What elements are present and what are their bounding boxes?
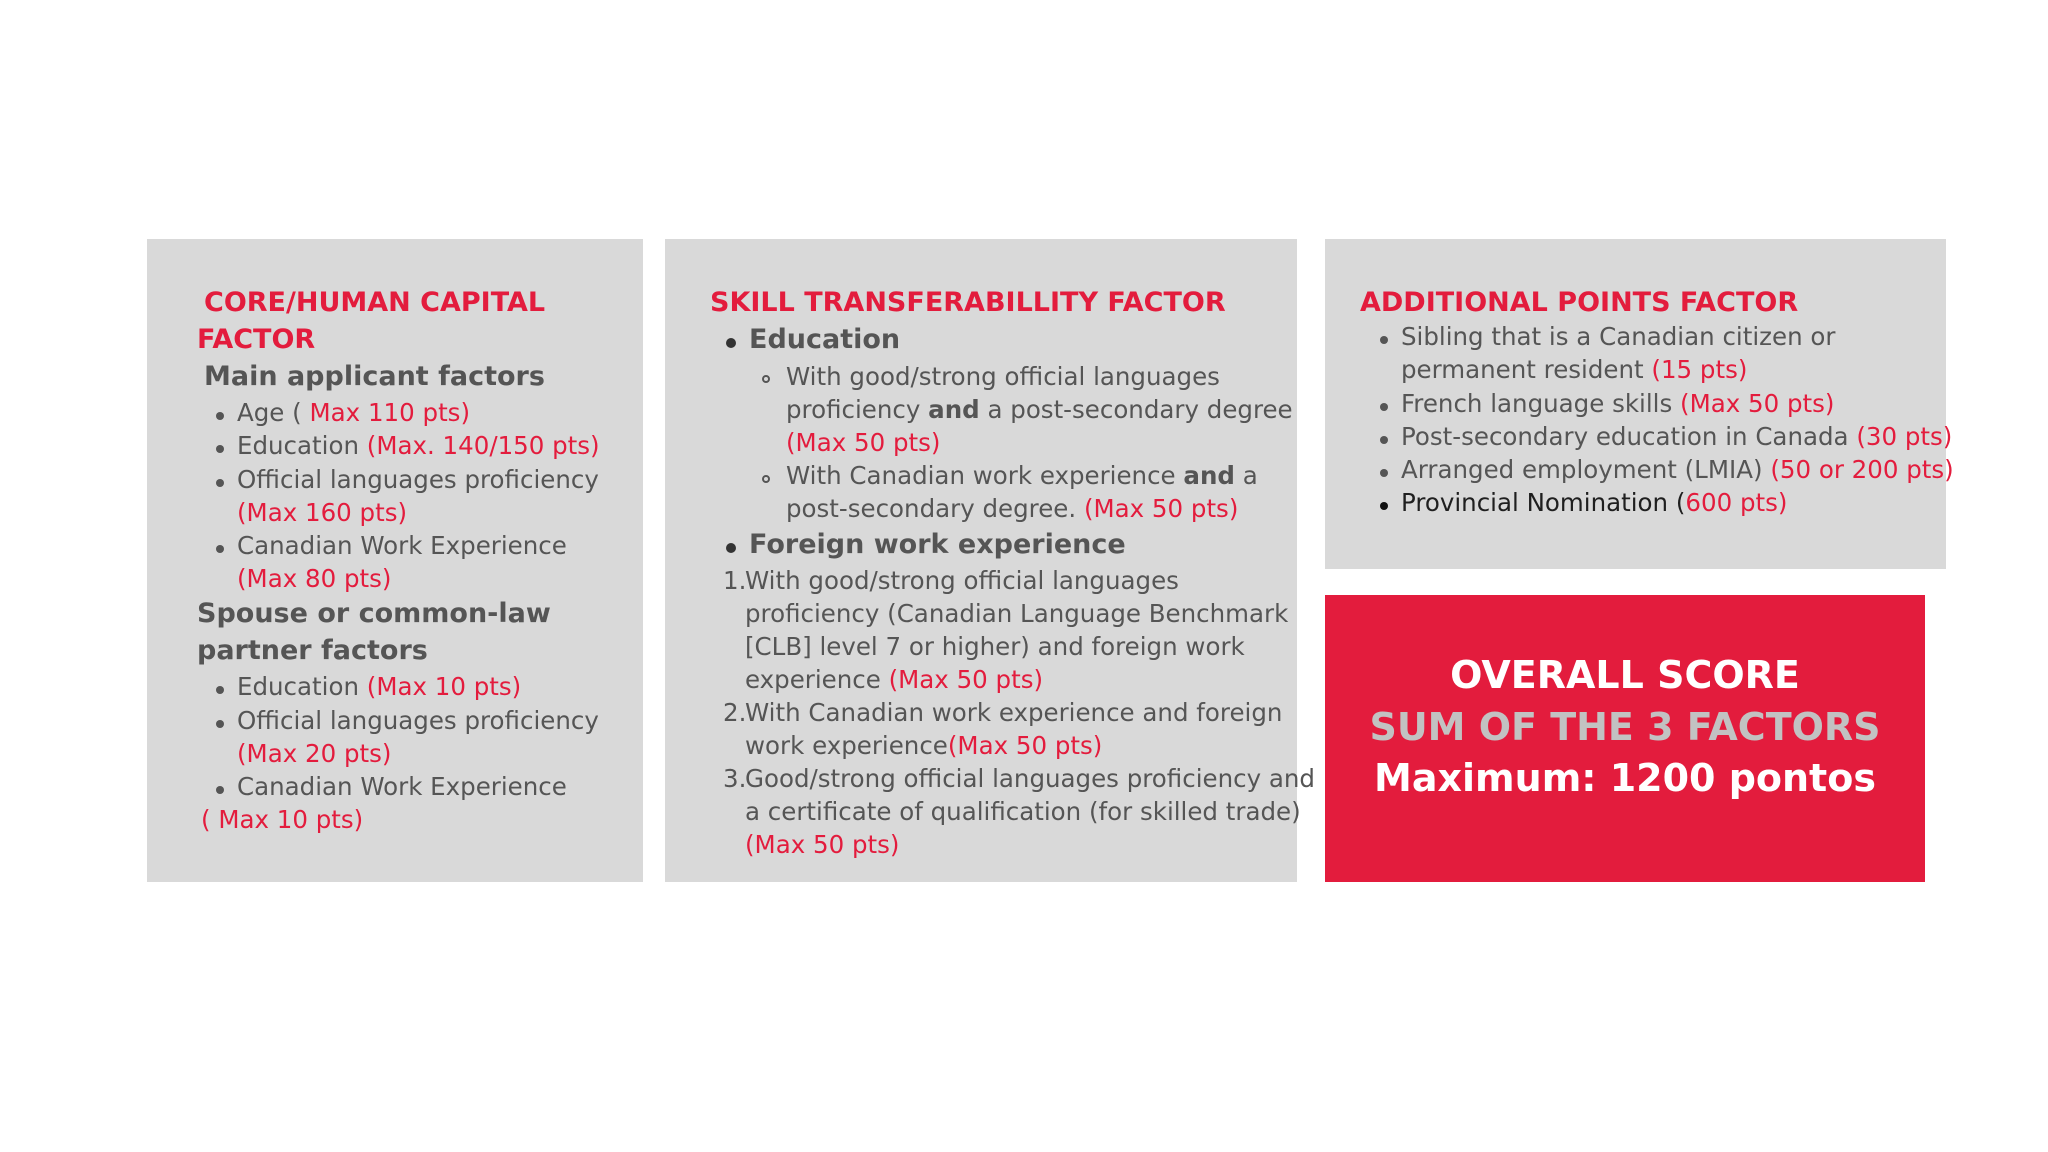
item-number-3: 3. xyxy=(723,764,747,793)
foreign3-line1: Good/strong official languages proficiency and xyxy=(745,764,1315,793)
edu1-line2 xyxy=(786,393,1293,426)
foreign2-line1: With Canadian work experience and foreign xyxy=(745,698,1283,727)
core-title-line1: CORE/HUMAN CAPITAL xyxy=(204,287,546,318)
circle-bullet-icon xyxy=(762,475,770,483)
edu2-text-end: a xyxy=(1234,461,1258,490)
item-number-2: 2. xyxy=(723,698,747,727)
circle-bullet-icon xyxy=(762,375,770,383)
edu2-text: With Canadian work experience xyxy=(786,461,1184,490)
foreign1-line4 xyxy=(745,663,1043,696)
postsecondary-points: (30 pts) xyxy=(1856,422,1953,451)
french-item xyxy=(1401,387,1834,420)
bullet-icon xyxy=(216,686,224,694)
bullet-icon xyxy=(216,720,224,728)
foreign3-line2: a certificate of qualification (for skilled trade) xyxy=(745,797,1301,826)
overall-score-panel xyxy=(1325,595,1925,882)
additional-title: ADDITIONAL POINTS FACTOR xyxy=(1360,287,1799,318)
provincial-label: Provincial Nomination ( xyxy=(1401,488,1686,517)
bullet-icon xyxy=(1380,336,1388,344)
education-item xyxy=(237,429,600,462)
foreign1-line3: [CLB] level 7 or higher) and foreign work xyxy=(745,632,1245,661)
age-label: Age ( xyxy=(237,398,310,427)
edu1-points: (Max 50 pts) xyxy=(786,428,941,457)
foreign2-text: work experience xyxy=(745,731,948,760)
edu1-text-end: a post-secondary degree xyxy=(979,395,1293,424)
bullet-icon xyxy=(216,412,224,420)
languages-points: (Max 160 pts) xyxy=(237,498,408,527)
bullet-icon xyxy=(216,479,224,487)
spouse-languages-points: (Max 20 pts) xyxy=(237,739,392,768)
education-heading: Education xyxy=(749,324,901,355)
languages-item: Official languages proficiency xyxy=(237,465,599,494)
education-label: Education xyxy=(237,431,367,460)
foreign1-line1: With good/strong official languages xyxy=(745,566,1179,595)
spouse-languages-item: Official languages proficiency xyxy=(237,706,599,735)
bullet-icon xyxy=(1380,436,1388,444)
skill-transferability-panel xyxy=(665,239,1315,882)
bullet-icon xyxy=(216,545,224,553)
edu2-line1 xyxy=(786,459,1258,492)
bullet-icon xyxy=(726,338,736,348)
french-points: (Max 50 pts) xyxy=(1680,389,1835,418)
skill-title: SKILL TRANSFERABILLITY FACTOR xyxy=(710,287,1226,318)
spouse-work-item: Canadian Work Experience xyxy=(237,772,567,801)
age-item xyxy=(237,396,470,429)
edu2-and: and xyxy=(1183,461,1235,490)
age-points: Max 110 pts) xyxy=(309,398,471,427)
sibling-line1: Sibling that is a Canadian citizen or xyxy=(1401,322,1836,351)
provincial-points: 600 pts) xyxy=(1685,488,1788,517)
bullet-icon xyxy=(216,786,224,794)
sibling-points: (15 pts) xyxy=(1651,355,1748,384)
foreign-work-heading: Foreign work experience xyxy=(749,529,1126,560)
edu1-text: proficiency xyxy=(786,395,929,424)
additional-points-panel xyxy=(1325,239,1954,569)
french-label: French language skills xyxy=(1401,389,1681,418)
spouse-education-label: Education xyxy=(237,672,367,701)
education-points: (Max. 140/150 pts) xyxy=(366,431,600,460)
spouse-heading-line2: partner factors xyxy=(197,635,428,666)
item-number-1: 1. xyxy=(723,566,747,595)
spouse-work-points: ( Max 10 pts) xyxy=(201,805,364,834)
foreign1-points: (Max 50 pts) xyxy=(888,665,1044,694)
edu2-points: (Max 50 pts) xyxy=(1083,494,1239,523)
sibling-text: permanent resident xyxy=(1401,355,1652,384)
postsecondary-item xyxy=(1401,420,1952,453)
overall-score-title: OVERALL SCORE xyxy=(1450,653,1800,697)
arranged-employment-item xyxy=(1401,453,1954,486)
foreign2-points: (Max 50 pts) xyxy=(947,731,1103,760)
bullet-icon xyxy=(1380,469,1388,477)
foreign2-line2 xyxy=(745,729,1102,762)
edu2-line2 xyxy=(786,492,1238,525)
spouse-heading-line1: Spouse or common-law xyxy=(197,598,551,629)
work-experience-item: Canadian Work Experience xyxy=(237,531,567,560)
sum-factors-subtitle: SUM OF THE 3 FACTORS xyxy=(1369,705,1881,749)
edu2-text-2: post-secondary degree. xyxy=(786,494,1084,523)
work-experience-points: (Max 80 pts) xyxy=(237,564,392,593)
maximum-score: Maximum: 1200 pontos xyxy=(1374,756,1876,800)
foreign1-line2: proficiency (Canadian Language Benchmark xyxy=(745,599,1289,628)
foreign3-points: (Max 50 pts) xyxy=(745,830,900,859)
edu1-and: and xyxy=(928,395,980,424)
bullet-icon xyxy=(1380,502,1388,510)
spouse-education-points: (Max 10 pts) xyxy=(366,672,522,701)
sibling-line2 xyxy=(1401,353,1747,386)
arranged-points: (50 or 200 pts) xyxy=(1770,455,1954,484)
postsecondary-label: Post-secondary education in Canada xyxy=(1401,422,1857,451)
bullet-icon xyxy=(726,543,736,553)
spouse-education-item xyxy=(237,670,521,703)
bullet-icon xyxy=(216,445,224,453)
bullet-icon xyxy=(1380,403,1388,411)
edu1-line1: With good/strong official languages xyxy=(786,362,1220,391)
provincial-item xyxy=(1401,486,1787,519)
main-applicant-heading: Main applicant factors xyxy=(204,361,545,392)
foreign1-text: experience xyxy=(745,665,889,694)
core-title-line2: FACTOR xyxy=(197,324,316,355)
arranged-label: Arranged employment (LMIA) xyxy=(1401,455,1771,484)
core-factor-panel xyxy=(147,239,643,882)
